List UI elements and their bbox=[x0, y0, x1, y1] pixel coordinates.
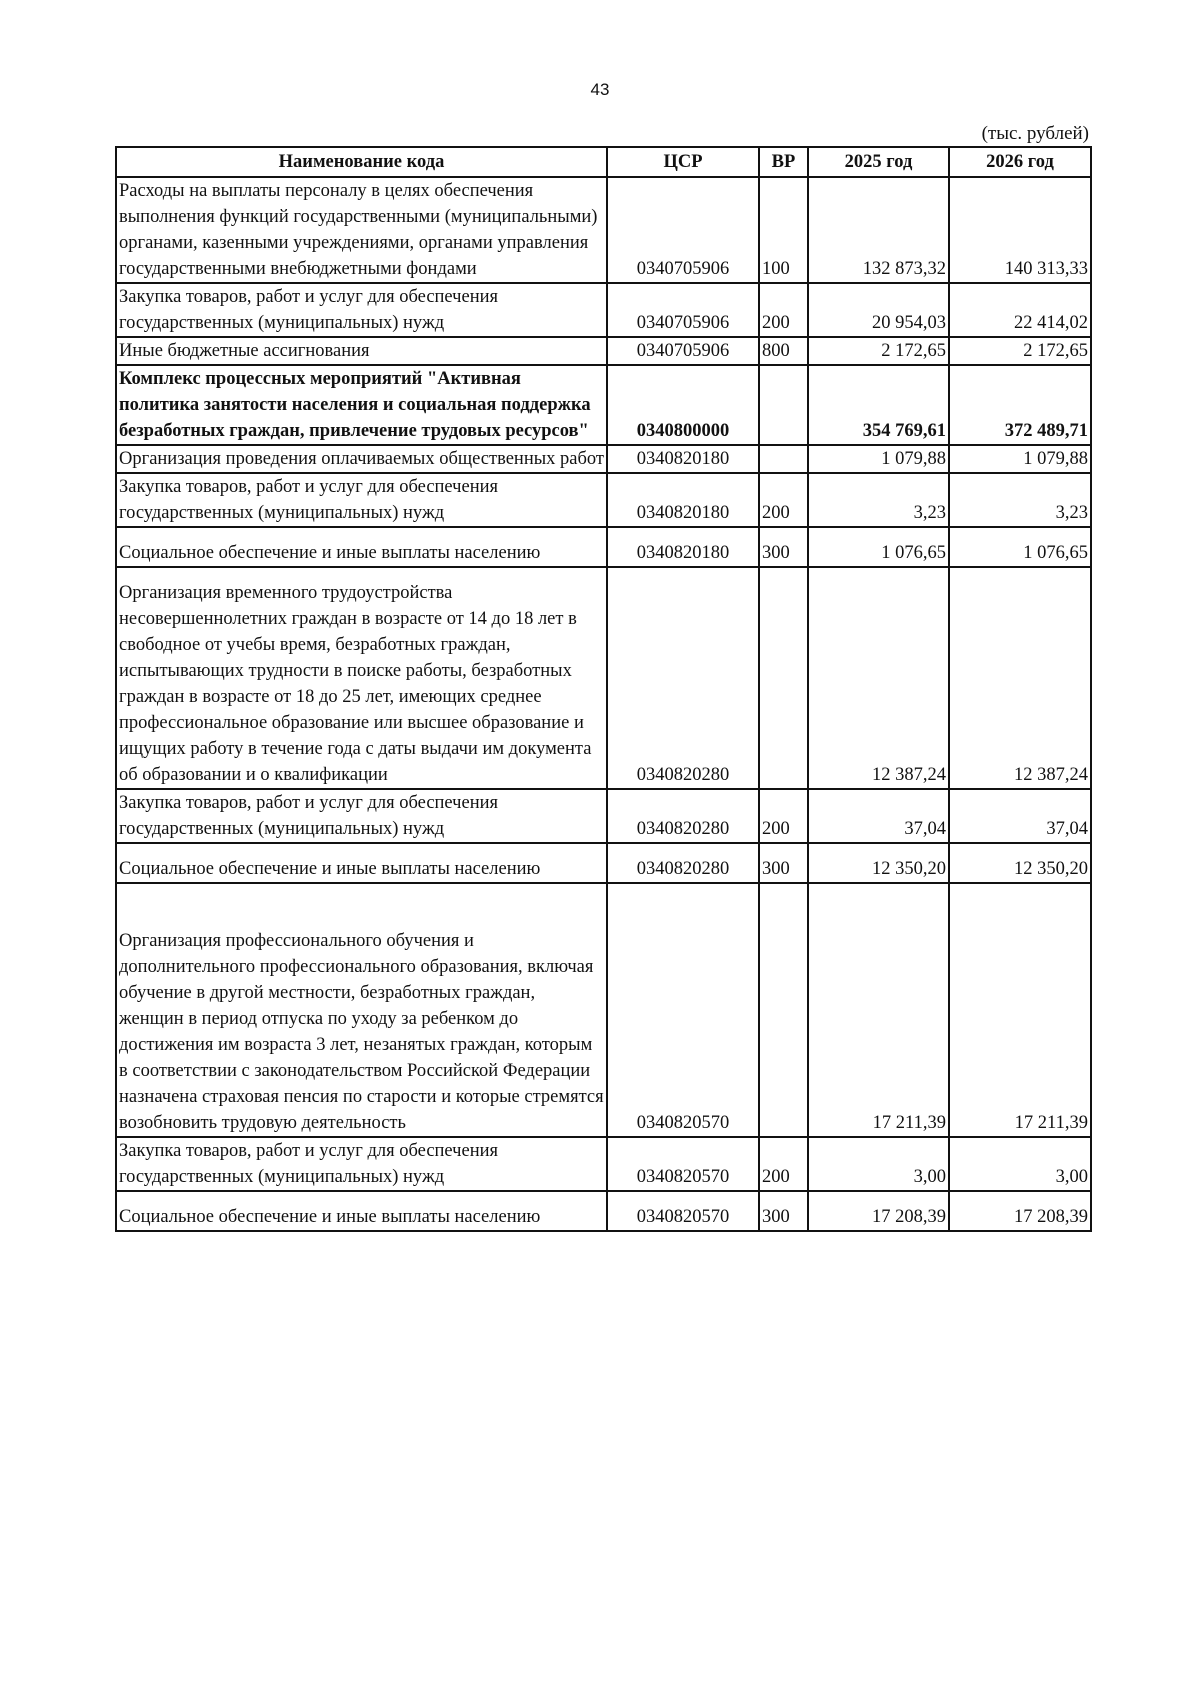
cell-csr: 0340705906 bbox=[607, 337, 759, 365]
cell-name: Организация профессионального обучения и дополнительного профессионального образования, включая обучение в другой местности, безработных граждан, женщин в период отпуска по уходу за ребенком до достижения им возраста 3 лет, незанятых граждан, которым в соответствии с законодательством Российской Федерации назначена страховая пенсия по старости и которые стремятся возобновить трудовую деятельность bbox=[116, 883, 607, 1137]
cell-2025: 12 387,24 bbox=[808, 567, 949, 789]
cell-2026: 17 208,39 bbox=[949, 1191, 1091, 1231]
table-row bbox=[116, 283, 1091, 337]
header-2025: 2025 год bbox=[808, 147, 949, 177]
cell-2026: 3,00 bbox=[949, 1137, 1091, 1191]
table-row bbox=[116, 789, 1091, 843]
cell-2026: 3,23 bbox=[949, 473, 1091, 527]
table-row bbox=[116, 1191, 1091, 1231]
cell-2025: 12 350,20 bbox=[808, 843, 949, 883]
cell-csr: 0340820180 bbox=[607, 527, 759, 567]
cell-name: Комплекс процессных мероприятий "Активная политика занятости населения и социальная поддержка безработных граждан, привлечение трудовых ресурсов" bbox=[116, 365, 607, 445]
cell-name: Расходы на выплаты персоналу в целях обеспечения выполнения функций государственными (муниципальными) органами, казенными учреждениями, органами управления государственными внебюджетными фондами bbox=[116, 177, 607, 283]
cell-name: Иные бюджетные ассигнования bbox=[116, 337, 607, 365]
cell-vr: 200 bbox=[759, 789, 808, 843]
table-row bbox=[116, 883, 1091, 1137]
table-row bbox=[116, 1137, 1091, 1191]
table-row bbox=[116, 473, 1091, 527]
cell-2026: 1 079,88 bbox=[949, 445, 1091, 473]
cell-vr: 300 bbox=[759, 843, 808, 883]
cell-2025: 1 079,88 bbox=[808, 445, 949, 473]
cell-csr: 0340820180 bbox=[607, 445, 759, 473]
table-body bbox=[116, 177, 1091, 1231]
cell-2026: 37,04 bbox=[949, 789, 1091, 843]
table-row-group-header bbox=[116, 365, 1091, 445]
table-row bbox=[116, 445, 1091, 473]
cell-vr: 300 bbox=[759, 1191, 808, 1231]
cell-csr: 0340820570 bbox=[607, 1137, 759, 1191]
cell-name: Закупка товаров, работ и услуг для обеспечения государственных (муниципальных) нужд bbox=[116, 283, 607, 337]
cell-csr: 0340705906 bbox=[607, 177, 759, 283]
cell-2025: 1 076,65 bbox=[808, 527, 949, 567]
header-vr: ВР bbox=[759, 147, 808, 177]
cell-vr bbox=[759, 883, 808, 1137]
cell-name: Закупка товаров, работ и услуг для обеспечения государственных (муниципальных) нужд bbox=[116, 473, 607, 527]
cell-2025: 17 211,39 bbox=[808, 883, 949, 1137]
cell-2026: 2 172,65 bbox=[949, 337, 1091, 365]
table-row bbox=[116, 177, 1091, 283]
budget-table bbox=[115, 146, 1092, 1232]
table-header-row bbox=[116, 147, 1091, 177]
cell-vr bbox=[759, 365, 808, 445]
cell-csr: 0340820280 bbox=[607, 843, 759, 883]
cell-vr: 200 bbox=[759, 283, 808, 337]
header-name: Наименование кода bbox=[116, 147, 607, 177]
table-row bbox=[116, 567, 1091, 789]
cell-name: Социальное обеспечение и иные выплаты населению bbox=[116, 1191, 607, 1231]
cell-vr: 200 bbox=[759, 1137, 808, 1191]
cell-2025: 37,04 bbox=[808, 789, 949, 843]
cell-vr: 800 bbox=[759, 337, 808, 365]
header-csr: ЦСР bbox=[607, 147, 759, 177]
cell-2025: 354 769,61 bbox=[808, 365, 949, 445]
table-row bbox=[116, 527, 1091, 567]
cell-vr: 300 bbox=[759, 527, 808, 567]
cell-csr: 0340820180 bbox=[607, 473, 759, 527]
cell-2026: 12 387,24 bbox=[949, 567, 1091, 789]
cell-2026: 17 211,39 bbox=[949, 883, 1091, 1137]
cell-name: Организация временного трудоустройства несовершеннолетних граждан в возрасте от 14 до 18 лет в свободное от учебы время, безработных граждан, испытывающих трудности в поиске работы, безработных граждан в возрасте от 18 до 25 лет, имеющих среднее профессиональное образование или высшее образование и ищущих работу в течение года с даты выдачи им документа об образовании и о квалификации bbox=[116, 567, 607, 789]
cell-name: Закупка товаров, работ и услуг для обеспечения государственных (муниципальных) нужд bbox=[116, 789, 607, 843]
cell-vr bbox=[759, 445, 808, 473]
cell-2026: 22 414,02 bbox=[949, 283, 1091, 337]
cell-2025: 3,00 bbox=[808, 1137, 949, 1191]
cell-vr: 200 bbox=[759, 473, 808, 527]
table-row bbox=[116, 337, 1091, 365]
table-row bbox=[116, 843, 1091, 883]
cell-csr: 0340820570 bbox=[607, 1191, 759, 1231]
cell-2026: 372 489,71 bbox=[949, 365, 1091, 445]
cell-2025: 17 208,39 bbox=[808, 1191, 949, 1231]
cell-csr: 0340820280 bbox=[607, 789, 759, 843]
header-2026: 2026 год bbox=[949, 147, 1091, 177]
cell-csr: 0340705906 bbox=[607, 283, 759, 337]
cell-csr: 0340800000 bbox=[607, 365, 759, 445]
units-label: (тыс. рублей) bbox=[981, 123, 1089, 144]
cell-2025: 3,23 bbox=[808, 473, 949, 527]
cell-vr: 100 bbox=[759, 177, 808, 283]
cell-2026: 12 350,20 bbox=[949, 843, 1091, 883]
cell-csr: 0340820570 bbox=[607, 883, 759, 1137]
cell-2026: 1 076,65 bbox=[949, 527, 1091, 567]
cell-vr bbox=[759, 567, 808, 789]
cell-2026: 140 313,33 bbox=[949, 177, 1091, 283]
page-number: 43 bbox=[590, 80, 610, 99]
cell-2025: 20 954,03 bbox=[808, 283, 949, 337]
cell-name: Социальное обеспечение и иные выплаты населению bbox=[116, 843, 607, 883]
cell-csr: 0340820280 bbox=[607, 567, 759, 789]
cell-name: Социальное обеспечение и иные выплаты населению bbox=[116, 527, 607, 567]
cell-name: Закупка товаров, работ и услуг для обеспечения государственных (муниципальных) нужд bbox=[116, 1137, 607, 1191]
cell-2025: 132 873,32 bbox=[808, 177, 949, 283]
cell-2025: 2 172,65 bbox=[808, 337, 949, 365]
cell-name: Организация проведения оплачиваемых общественных работ bbox=[116, 445, 607, 473]
